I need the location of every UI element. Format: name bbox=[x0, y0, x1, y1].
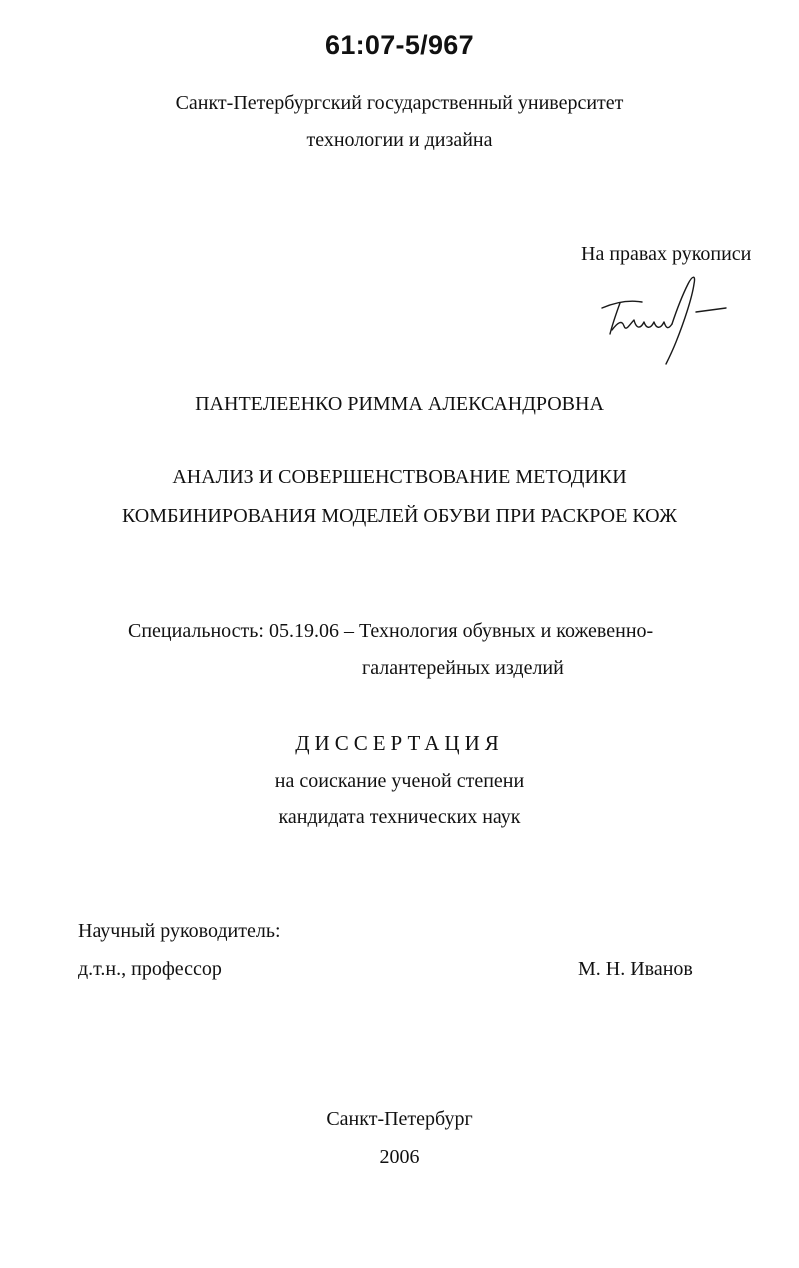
author-name: ПАНТЕЛЕЕНКО РИММА АЛЕКСАНДРОВНА bbox=[195, 393, 604, 415]
university-name-line-2: технологии и дизайна bbox=[306, 129, 493, 151]
specialty-line-1: Специальность: 05.19.06 – Технология обувных и кожевенно- bbox=[128, 620, 654, 642]
document-type: ДИССЕРТАЦИЯ bbox=[295, 731, 504, 755]
specialty-line-2: галантерейных изделий bbox=[362, 657, 564, 679]
author-signature bbox=[596, 272, 736, 366]
advisor-name: М. Н. Иванов bbox=[578, 958, 693, 980]
advisor-label: Научный руководитель: bbox=[78, 920, 281, 942]
year: 2006 bbox=[379, 1146, 420, 1168]
rights-note: На правах рукописи bbox=[581, 243, 752, 265]
degree-line-1: на соискание ученой степени bbox=[274, 770, 525, 792]
thesis-title-line-2: КОМБИНИРОВАНИЯ МОДЕЛЕЙ ОБУВИ ПРИ РАСКРОЕ КОЖ bbox=[121, 505, 678, 527]
archive-code: 61:07-5/967 bbox=[325, 30, 474, 60]
thesis-title-line-1: АНАЛИЗ И СОВЕРШЕНСТВОВАНИЕ МЕТОДИКИ bbox=[172, 466, 627, 488]
degree-line-2: кандидата технических наук bbox=[278, 806, 521, 828]
advisor-title: д.т.н., профессор bbox=[78, 958, 222, 980]
city: Санкт-Петербург bbox=[326, 1108, 473, 1130]
university-name-line-1: Санкт-Петербургский государственный университет bbox=[175, 92, 624, 114]
